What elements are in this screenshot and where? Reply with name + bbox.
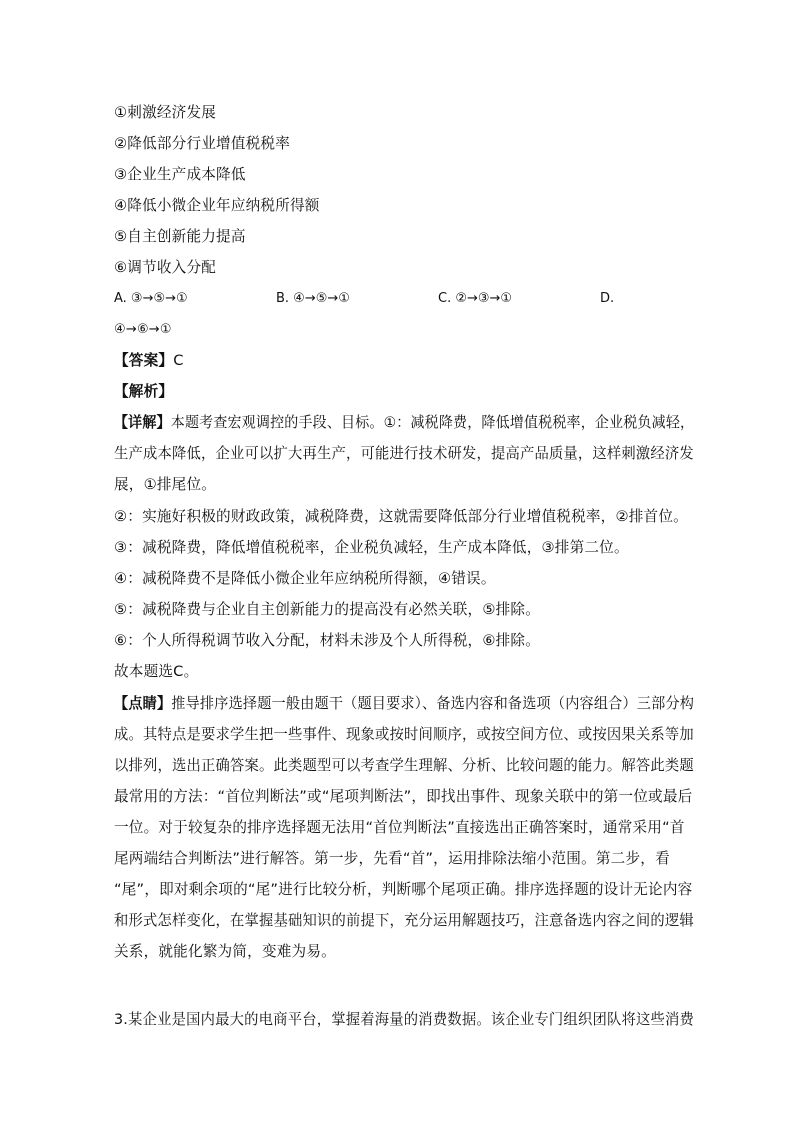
detail-line-2: 生产成本降低，企业可以扩大再生产，可能进行技术研发，提高产品质量，这样刺激经济发 bbox=[114, 445, 694, 462]
item-4: ④降低小微企业年应纳税所得额 bbox=[114, 197, 320, 214]
tip-line-2: 成。其特点是要求学生把一些事件、现象或按时间顺序，或按空间方位、或按因果关系等加 bbox=[114, 726, 694, 743]
option-d-continued: ④→⑥→① bbox=[114, 322, 172, 337]
tip-line-7: “尾”，即对剩余项的“尾”进行比较分析，判断哪个尾项正确。排序选择题的设计无论内容 bbox=[114, 881, 693, 898]
explanation-6: ⑥：个人所得税调节收入分配，材料未涉及个人所得税，⑥排除。 bbox=[114, 632, 540, 649]
detail-line-3: 展，①排尾位。 bbox=[114, 476, 217, 493]
answer-value: C bbox=[173, 352, 184, 369]
tip-line-6: 尾两端结合判断法”进行解答。第一步，先看“首”，运用排除法缩小范围。第二步，看 bbox=[114, 850, 670, 867]
tip-line-9: 关系，就能化繁为简，变难为易。 bbox=[114, 943, 336, 960]
item-1: ①刺激经济发展 bbox=[114, 104, 217, 121]
answer-line bbox=[114, 351, 694, 371]
option-a: A. ③→⑤→① bbox=[114, 291, 188, 306]
tip-line-4: 最常用的方法：“首位判断法”或“尾项判断法”，即找出事件、现象关联中的第一位或最后 bbox=[114, 788, 693, 805]
detail-label: 【详解】 bbox=[114, 414, 171, 431]
answer-options bbox=[114, 289, 694, 311]
detail-line-1 bbox=[114, 413, 695, 433]
tip-text-1: 推导排序选择题一般由题干（题目要求）、备选内容和备选项（内容组合）三部分构 bbox=[171, 695, 695, 712]
analysis-heading: 【解析】 bbox=[114, 383, 174, 400]
explanation-5: ⑤：减税降费与企业自主创新能力的提高没有必然关联，⑤排除。 bbox=[114, 601, 540, 618]
option-d: D. bbox=[600, 291, 615, 306]
next-question: 3.某企业是国内最大的电商平台，掌握着海量的消费数据。该企业专门组织团队将这些消费 bbox=[114, 1011, 695, 1028]
explanation-2: ②：实施好积极的财政政策，减税降费，这就需要降低部分行业增值税税率，②排首位。 bbox=[114, 508, 688, 525]
option-c: C. ②→③→① bbox=[438, 291, 513, 306]
answer-label: 【答案】 bbox=[114, 352, 174, 369]
detail-text-1: 本题考查宏观调控的手段、目标。①：减税降费，降低增值税税率，企业税负减轻， bbox=[170, 414, 695, 431]
tip-line-1 bbox=[114, 694, 695, 714]
explanation-4: ④：减税降费不是降低小微企业年应纳税所得额，④错误。 bbox=[114, 570, 496, 587]
tip-label: 【点睛】 bbox=[114, 695, 172, 712]
item-3: ③企业生产成本降低 bbox=[114, 166, 246, 183]
explanation-3: ③：减税降费，降低增值税税率，企业税负减轻，生产成本降低，③排第二位。 bbox=[114, 539, 629, 556]
item-2: ②降低部分行业增值税税率 bbox=[114, 135, 291, 152]
final-choice: 故本题选C。 bbox=[114, 663, 199, 680]
option-b: B. ④→⑤→① bbox=[276, 291, 350, 306]
tip-line-5: 一位。对于较复杂的排序选择题无法用“首位判断法”直接选出正确答案时，通常采用“首 bbox=[114, 819, 685, 836]
tip-line-3: 以排列，选出正确答案。此类题型可以考查学生理解、分析、比较问题的能力。解答此类题 bbox=[114, 757, 694, 774]
tip-line-8: 和形式怎样变化，在掌握基础知识的前提下，充分运用解题技巧，注意备选内容之间的逻辑 bbox=[114, 912, 694, 929]
item-6: ⑥调节收入分配 bbox=[114, 259, 217, 276]
item-5: ⑤自主创新能力提高 bbox=[114, 228, 246, 245]
